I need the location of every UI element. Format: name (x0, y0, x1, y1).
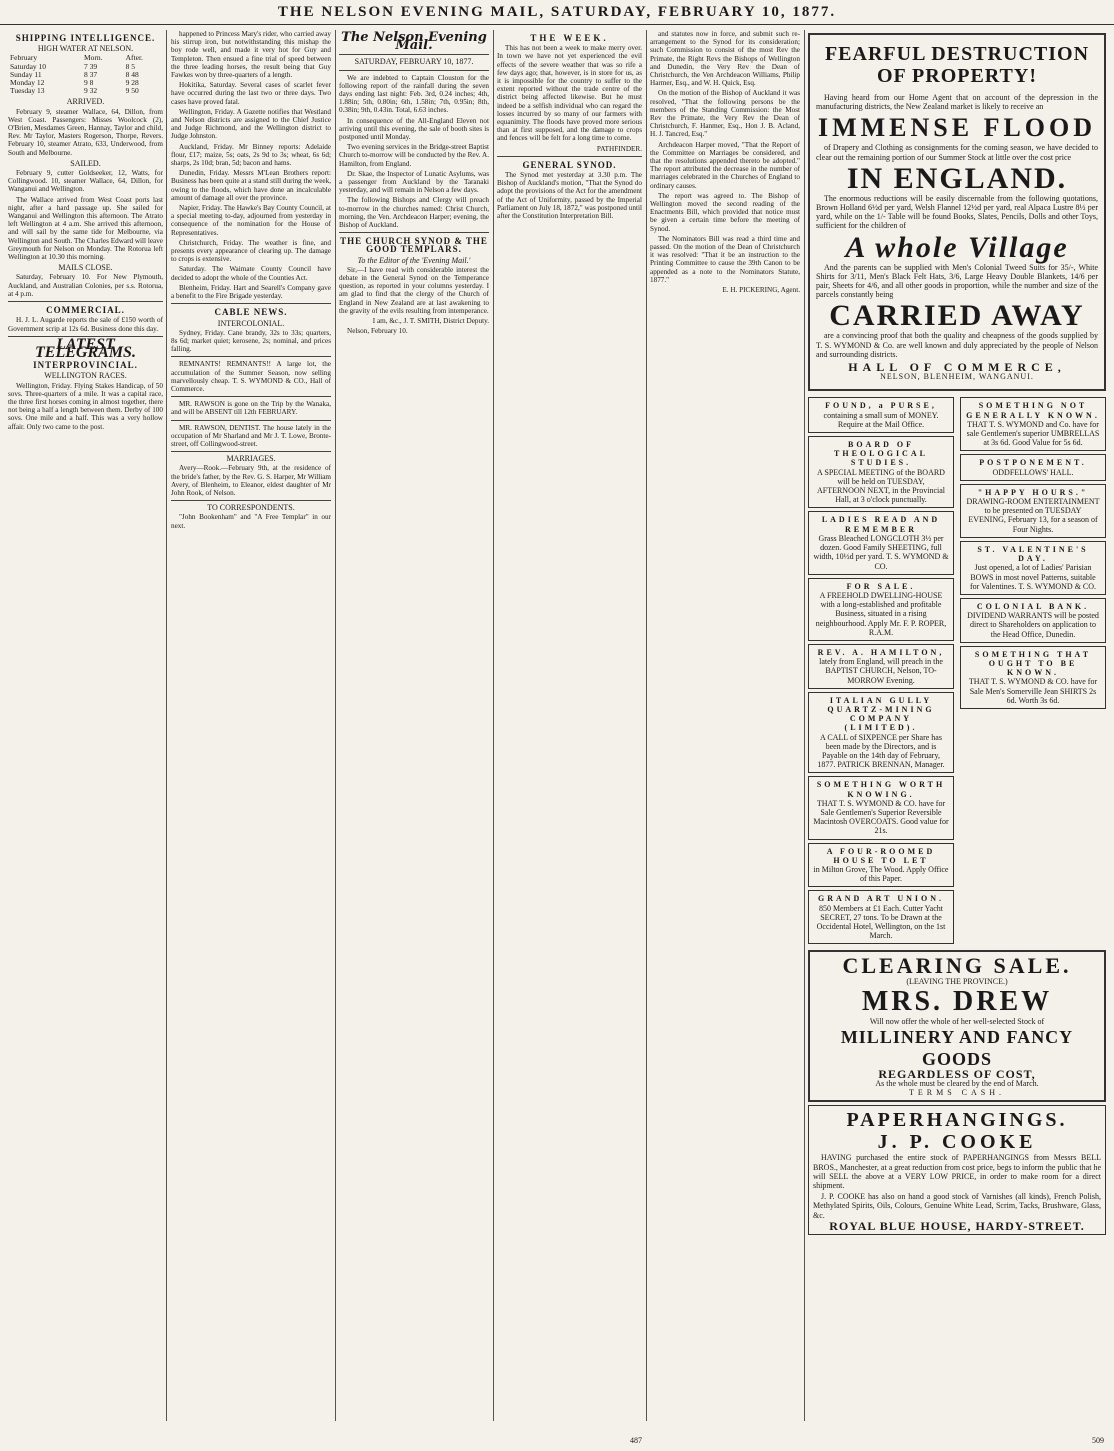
small-ad-text: DIVIDEND WARRANTS will be posted direct to Shareholders on application to the Head Office, Dunedin. (967, 611, 1099, 639)
saturday-text: Saturday. The Waimate County Council have decided to adopt the whole of the Counties Act. (171, 265, 331, 282)
small-ad-title: SOMETHING THAT OUGHT TO BE KNOWN. (974, 649, 1092, 678)
remnants-ad: REMNANTS! REMNANTS!! A large lot, the accumulation of the Summer Season, now selling marvellously cheap. T. S. WYMOND & CO., Hall of Commerce. (171, 360, 331, 393)
synod-signoff: E. H. PICKERING, Agent. (722, 286, 800, 295)
intercolonial-heading: INTERCOLONIAL. (217, 318, 285, 328)
tide-header-cell: Morn. (83, 53, 103, 63)
ad-headline: PAPERHANGINGS. (846, 1109, 1068, 1132)
high-water-heading: HIGH WATER AT NELSON. (37, 44, 134, 54)
ad-headline: FEARFUL DESTRUCTION (824, 43, 1090, 65)
ad-text: are a convincing proof that both the quality and cheapness of the goods supplied by T. S. WYMOND & Co. are well known and duly appreciated by the people of Nelson and surrounding districts. (816, 331, 1098, 359)
ad-address: ROYAL BLUE HOUSE, HARDY-STREET. (829, 1218, 1085, 1233)
editorial-text: Dr. Skae, the Inspector of Lunatic Asylums, was a passenger from Auckland by the Taranaki yesterday, and will remain in Nelson a few days. (339, 169, 489, 195)
column-rule (166, 30, 167, 1421)
divider (339, 232, 489, 233)
column-advertisements (808, 30, 1106, 1421)
column-telegrams (171, 30, 331, 1421)
small-ad (808, 776, 954, 839)
week-heading: THE WEEK. (530, 33, 609, 43)
ad-text: J. P. COOKE has also on hand a good stock of Varnishes (all kinds), French Polish, Methylated Spirits, Oils, Colours, Genuine White Lead, Scrim, Tacks, Brushware, Glass, &c. (813, 1192, 1101, 1220)
shipping-heading: SHIPPING INTELLIGENCE. (15, 33, 156, 43)
tide-cell: Saturday 10 (10, 61, 47, 71)
ad-headline: OF PROPERTY! (877, 65, 1037, 87)
commercial-text: H. J. L. Augarde reports the sale of £150 worth of Government scrip at 12s 6d. Business done this day. (8, 316, 163, 333)
ad-text: As the whole must be cleared by the end of March. (875, 1079, 1039, 1089)
shipping-news: The Wallace arrived from West Coast ports last night, after a hard passage up. She sailed for Wanganui and Wellington this afternoon. The Atrato left Wellington at 4 a.m. She arrived this afternoon, and will sail by the same tide for Melbourne, via Wellington and South. The Charles Edward will leave Greymouth for Nelson on Monday. The Rotorua left Wellington at 10.30 this morning. (8, 195, 163, 262)
ad-headline: CLEARING SALE. (842, 953, 1072, 979)
small-ad (808, 511, 954, 574)
races-text: Wellington, Friday. Flying Stakes Handicap, of 50 sovs. Three-quarters of a mile. It was a capital race, the three first horses coming in almost together, there not being a half a length between them. Derby of 100 sovs. One mile and a half. This was a very hollow affair. Only two came to the post. (8, 381, 163, 431)
wellington-text: Wellington, Friday. A Gazette notifies that Westland and Nelson districts are assigned to the Chief Justice and Judge Richmond, and the Wellington district to Judge Johnston. (171, 107, 331, 141)
ad-text: Having heard from our Home Agent that on account of the depression in the manufacturing districts, the New Zealand market is likely to receive an (816, 93, 1098, 112)
page-number: 509 (1092, 1436, 1104, 1445)
small-ad-text: THAT T. S. WYMOND & CO. have for Sale Gentlemen's Superior Reversible Macintosh OVERCOATS. Good value for 21s. (813, 798, 949, 836)
ad-headline: IMMENSE FLOOD (817, 113, 1097, 143)
tide-row (8, 87, 163, 95)
ad-hall-name: HALL OF COMMERCE, (848, 360, 1066, 375)
column-shipping (8, 30, 163, 1421)
letter-place: Nelson, February 10. (347, 327, 408, 336)
ad-headline: IN ENGLAND. (846, 161, 1068, 195)
small-ad (808, 578, 954, 641)
tide-cell: Tuesday 13 (10, 86, 45, 96)
editorial-text: The following Bishops and Clergy will preach to-morrow in the churches named: Christ Church, morning, the Ven. Archdeacon Harper; evening, the Bishop of Auckland. (339, 196, 489, 230)
page-number: 487 (630, 1436, 642, 1445)
editorial-text: In consequence of the All-England Eleven not arriving until this evening, the sale of booth sites is postponed until Monday. (339, 116, 489, 142)
column-rule (493, 30, 494, 1421)
divider (171, 500, 331, 501)
commercial-heading: COMMERCIAL. (46, 305, 125, 316)
cooke-advertisement (808, 1105, 1106, 1235)
blenheim-text: Blenheim, Friday. Hart and Searell's Company gave a benefit to the Fire Brigade yesterday. (171, 283, 331, 301)
week-text: This has not been a week to make merry over. In town we have not yet experienced the evil effects of the severe weather that was so rife a few days ago; that, however, is in store for us, as it is impossible for the country to suffer to the extent reported without the trade centre of the district being affected likewise. But he must indeed be a selfish individual who can regard the losses incurred by so many of our farmers with equanimity. The floods have proved more serious than at first supposed, and the damage to crops and fences will be felt for a long time to come. (497, 44, 642, 143)
small-ads-right (960, 394, 1106, 947)
auckland-text: Auckland, Friday. Mr Binney reports: Adelaide flour, £17; maize, 5s; oats, 2s 9d to 3s; wheat, 6s 6d; sharps, 2s 10d; bran, 5d; bacon and hams. (171, 142, 331, 168)
small-ads (808, 394, 1106, 947)
small-ad-title: REV. A. HAMILTON, (817, 647, 945, 657)
small-ad (960, 484, 1106, 538)
rawson-ad: MR. RAWSON is gone on the Trip by the Wanaka, and will be ABSENT till 12th FEBRUARY. (171, 400, 331, 417)
ad-hall-towns: NELSON, BLENHEIM, WANGANUI. (880, 372, 1034, 382)
small-ad-title: POSTPONEMENT. (979, 458, 1087, 468)
sailed-text: February 9, cutter Goldseeker, 12, Watts, for Collingwood. 10, steamer Wallace, 64, Dillon, for Wanganui and Wellington. (8, 169, 163, 194)
christchurch-text: Christchurch, Friday. The weather is fine, and presents every appearance of clearing up. The damage to crops is extensive. (171, 238, 331, 264)
small-ad-text: lately from England, will preach in the BAPTIST CHURCH, Nelson, TO-MORROW Evening. (819, 657, 943, 685)
small-ad (808, 890, 954, 944)
small-ads-left (808, 394, 954, 947)
arrived-heading: ARRIVED. (66, 97, 105, 107)
small-ad (960, 397, 1106, 451)
letter-signoff: I am, &c., J. T. SMITH, District Deputy. (372, 317, 489, 326)
column-rule (335, 30, 336, 1421)
small-ad-text: in Milton Grove, The Wood. Apply Office of this Paper. (813, 864, 949, 884)
divider (171, 303, 331, 304)
wymond-advertisement (808, 33, 1106, 391)
small-ad (808, 436, 954, 508)
synod-text: The report was agreed to. The Bishop of Wellington moved the second reading of the Enactments Bill, which provided that notice must be given a certain time before the meeting of Synod. (650, 191, 800, 233)
tide-header-cell: After. (125, 53, 143, 63)
telegrams-heading: LATEST TELEGRAMS. (35, 335, 136, 361)
races-heading: WELLINGTON RACES. (44, 371, 127, 381)
letter-text: Sir,—I have read with considerable interest the debate in the General Synod on the Temperance question, as reported in your columns yesterday. I am glad to find that the clergy of the Church of England in New Zealand are at last awakening to the gravity of the evils resulting from intemperance. (339, 265, 489, 315)
editorial-text: We are indebted to Captain Clouston for the following report of the rainfall during the seven days ending last night: Feb. 3rd, 0.24 inches; 4th, 1.88in; 5th, 0.80in; 6th, 1.58in; 7th, 0.95in; 8th, 0.38in; 9th, 0.43in. Total, 6.63 inches. (339, 73, 489, 115)
ad-terms: TERMS CASH. (908, 1088, 1005, 1098)
small-ad-text: containing a small sum of MONEY. Require at the Mail Office. (823, 410, 939, 429)
mails-text: Saturday, February 10. For New Plymouth, Auckland, and Australian Colonies, per s.s. Rotorua, at 4 p.m. (8, 273, 163, 298)
ad-text: Will now offer the whole of her well-selected Stock of (869, 1016, 1045, 1026)
small-ad-title: COLONIAL BANK. (976, 601, 1090, 611)
letter-addressee: To the Editor of the 'Evening Mail.' (357, 255, 471, 265)
dunedin-text: Dunedin, Friday. Messrs M'Lean Brothers report: Business has been quite at a stand still during the week, owing to the floods, which have done an incalculable amount of damage all over the province. (171, 169, 331, 202)
small-ad-title: SOMETHING NOT GENERALLY KNOWN. (966, 401, 1100, 420)
drew-advertisement (808, 950, 1106, 1102)
sailed-heading: SAILED. (70, 158, 101, 168)
tide-cell: 8 5 (125, 61, 136, 71)
small-ad-title: LADIES READ AND REMEMBER (821, 515, 941, 534)
arrived-text: February 9, steamer Wallace, 64, Dillon, from West Coast. Passengers: Misses Woolcock (2), O'Brien, Mesdames Green, Hannay, Taylor and child, Rev. Mr Taylor, Masters Rogerson, Thorpe, Revers. February 10, steamer Atrato, 633, Underwood, from South and Melbourne. (8, 107, 163, 157)
ad-headline: A whole Village (845, 230, 1069, 264)
general-synod-text: The Synod met yesterday at 3.30 p.m. The Bishop of Auckland's motion, "That the Synod do adopt the provisions of the Act for the amendment of the Act of Uniformity, passed by the Imperial Parliament on July 18, 1872," was postponed until after the Constitution Interpretation Bill. (497, 171, 642, 221)
divider (339, 70, 489, 71)
hokitika-text: Hokitika, Saturday. Several cases of scarlet fever have occurred during the last two or three days. Two cases have proved fatal. (171, 81, 331, 106)
divider (171, 420, 331, 421)
synod-text: On the motion of the Bishop of Auckland it was resolved, "That the following persons be the members of the Standing Commission: the Most Rev the Primate, the Very Rev the Dean of Christchurch, F. Hanmer, Esq., Hon J. B. Acland, H. J. Tancred, Esq." (650, 89, 800, 139)
small-ad (808, 644, 954, 689)
tide-table (8, 54, 163, 95)
tide-cell: Monday 12 (10, 78, 45, 88)
tide-cell: 9 50 (125, 86, 139, 96)
small-ad-text: DRAWING-ROOM ENTERTAINMENT to be presented on TUESDAY EVENING, February 13, for a season of Four Nights. (966, 497, 1100, 534)
ad-text: HAVING purchased the entire stock of PAPERHANGINGS from Messrs BELL BROS., Manchester, at a great reduction from cost price, begs to inform the public that he will SELL the above at a VERY LOW PRICE, in order to make room for a direct shipment. (813, 1153, 1101, 1191)
column-rule (804, 30, 805, 1421)
divider (497, 156, 642, 157)
correspondents-heading: TO CORRESPONDENTS. (207, 503, 295, 513)
general-synod-heading: GENERAL SYNOD. (522, 159, 617, 170)
ad-headline: J. P. COOKE (877, 1131, 1037, 1154)
small-ad-text: A CALL of SIXPENCE per Share has been made by the Directors, and is Payable on the 14th day of February, 1877. PATRICK BRENNAN, Manager. (817, 732, 945, 770)
divider (171, 356, 331, 357)
cable-news-heading: CABLE NEWS. (214, 307, 288, 318)
small-ad-title: GRAND ART UNION. (817, 894, 945, 904)
divider (171, 451, 331, 452)
small-ad (960, 541, 1106, 595)
article-text: happened to Princess Mary's rider, who carried away his stirrup iron, but notwithstanding this mishap the boy rode well, and made it very hot for Guy and Templeton. Then ensued a fine trial of speed between the three leading horses, the result being that Guy Fawkes won by three-quarters of a length. (171, 30, 331, 80)
small-ad-text: Grass Bleached LONGCLOTH 3½ per dozen. Good Family SHEETING, full width, 10½d per yard. T. S. WYMOND & CO. (813, 533, 949, 571)
small-ad-text: THAT T. S. WYMOND and Co. have for sale Gentlemen's superior UMBRELLAS at 3s 6d. Good Value for 5s 6d. (966, 419, 1100, 448)
mails-heading: MAILS CLOSE. (58, 263, 113, 273)
small-ad-title: FOR SALE. (846, 581, 916, 591)
small-ad-text: THAT T. S. WYMOND & CO. have for Sale Men's Somerville Jean SHIRTS 2s 6d. Worth 3s 6d. (968, 677, 1098, 705)
column-rule (646, 30, 647, 1421)
tide-header-cell: February (10, 53, 38, 63)
synod-text: Archdeacon Harper moved, "That the Report of the Committee on Marriages be considered, and that the resolutions appended thereto be adopted." The report attributed the decrease in the number of marriages celebrated in the Churches of England to ordinary causes. (650, 140, 800, 190)
tide-cell: 8 37 (83, 69, 98, 79)
tide-cell: 9 32 (83, 86, 98, 96)
synod-text: and statutes now in force, and submit such re-arrangement to the Synod for its consideration; such Commission to consist of the most Rev the Primate, the Right Revs the Bishops of Wellington and Dunedin, the Very Rev the Dean of Christchurch, the Ven Archdeacon Williams, Philip Harmer, Esq., and W. H. Quick, Esq. (650, 30, 800, 88)
column-week (497, 30, 642, 1421)
week-signature: PATHFINDER. (596, 144, 642, 153)
small-ad-title: BOARD OF THEOLOGICAL STUDIES. (834, 440, 928, 468)
paper-title: The Nelson Evening Mail. (341, 30, 487, 54)
marriages-text: Avery—Rook.—February 9th, at the residence of the bride's father, by the Rev. G. S. Harper, Mr William Avery, of Blenheim, to Eleanor, eldest daughter of Mr John Rook, of Nelson. (171, 464, 331, 497)
ad-headline: REGARDLESS OF COST, (878, 1066, 1036, 1081)
ad-text: The enormous reductions will be easily discernable from the following quotations, Brown Holland 6½d per yard, Welsh Flannel 12½d per yard, real Alpaca Lustre 8½ per yard, while on the 1/- Table will be found Books, Slates, Pencils, Dolls and other Toys, sufficient for the children of (816, 193, 1098, 231)
small-ad (808, 692, 954, 774)
masthead: THE NELSON EVENING MAIL, SATURDAY, FEBRUARY 10, 1877. (0, 0, 1114, 25)
tide-cell: 9 8 (83, 78, 94, 88)
ad-text: And the parents can be supplied with Men's Colonial Tweed Suits for 35/-, White Shirts for 3/11, Men's Black Felt Hats, 3/6, Large Heavy Double Blankets, 14/6 per pair, Sheets for 4/6, and all other goods in proportion, while the number and size of the parcels constantly being (816, 262, 1098, 300)
marriages-heading: MARRIAGES. (226, 454, 276, 464)
tide-cell: 9 28 (125, 78, 139, 88)
divider (171, 396, 331, 397)
divider (339, 54, 489, 55)
small-ad (808, 843, 954, 888)
small-ad-title: SOMETHING WORTH KNOWING. (816, 780, 946, 799)
synod-text: The Nominators Bill was read a third time and passed. On the motion of the Dean of Christchurch it was resolved: "That it be an instruction to the Printing Committee to cause the 39th Canon to be appended as a note to the Nominators Statute, 1877." (650, 234, 800, 284)
interprovincial-heading: INTERPROVINCIAL. (33, 360, 138, 371)
small-ad (960, 646, 1106, 709)
small-ad-text: Just opened, a lot of Ladies' Parisian BOWS in most novel Patterns, suitable for Valentines. T. S. WYMOND & CO. (969, 563, 1097, 591)
ad-text: of Drapery and Clothing as consignments for the coming season, we have decided to clear out the remaining portion of our Summer Stock at little over the cost price (816, 143, 1098, 162)
small-ad-text: ODDFELLOWS' HALL. (992, 467, 1074, 477)
ad-headline: MRS. DREW (861, 985, 1053, 1017)
ad-headline: CARRIED AWAY (829, 299, 1085, 333)
correspondents-text: "John Bookenham" and "A Free Templar" in our next. (171, 513, 331, 530)
dentist-ad: MR. RAWSON, DENTIST. The house lately in the occupation of Mr Sharland and Mr J. T. Lowe, Bronte-street, off Collingwood-street. (171, 423, 331, 448)
ad-headline: MILLINERY AND FANCY GOODS (840, 1026, 1074, 1069)
column-editorial (339, 30, 489, 1421)
small-ad-title: ITALIAN GULLY QUARTZ-MINING COMPANY (LIMITED). (827, 695, 935, 733)
ad-subheadline: (LEAVING THE PROVINCE.) (906, 977, 1008, 987)
column-synod (650, 30, 800, 1421)
synod-letter-heading: THE CHURCH SYNOD & THE GOOD TEMPLARS. (340, 236, 488, 255)
tide-cell: Sunday 11 (10, 69, 42, 79)
small-ad-title: FOUND, a PURSE, (825, 401, 937, 411)
small-ad-text: A FREEHOLD DWELLING-HOUSE with a long-established and profitable Business, situated in a rising neighbourhood. Apply Mr. F. P. ROPER, R.A.M. (815, 590, 947, 637)
tide-cell: 7 39 (83, 61, 98, 71)
editorial-text: Two evening services in the Bridge-street Baptist Church to-morrow will be conducted by the Rev. A. Hamilton, from England. (339, 143, 489, 168)
small-ad-text: A SPECIAL MEETING of the BOARD will be held on TUESDAY, AFTERNOON NEXT, in the Provincial Hall, at 3 o'clock punctually. (816, 467, 946, 505)
small-ad (960, 454, 1106, 480)
small-ad-text: 850 Members at £1 Each. Cutter Yacht SECRET, 27 tons. To be Drawn at the Occidental Hotel, Wellington, on the 1st March. (816, 903, 946, 941)
small-ad (960, 598, 1106, 643)
tide-cell: 8 48 (125, 69, 139, 79)
small-ad-title: "HAPPY HOURS." (977, 487, 1089, 497)
small-ad (808, 397, 954, 433)
small-ad-title: A FOUR-ROOMED HOUSE TO LET (826, 846, 936, 865)
divider (8, 301, 163, 302)
napier-text: Napier, Friday. The Hawke's Bay County Council, at a special meeting to-day, adjourned from yesterday in consequence of the nomination for the House of Representatives. (171, 204, 331, 237)
small-ad-title: ST. VALENTINE'S DAY. (977, 544, 1089, 564)
dateline: SATURDAY, FEBRUARY 10, 1877. (354, 57, 474, 67)
cable-text: Sydney, Friday. Cane brandy, 32s to 33s; quarters, 8s 6d; market quiet; kerosene, 2s; nominal, and prices falling. (171, 328, 331, 354)
